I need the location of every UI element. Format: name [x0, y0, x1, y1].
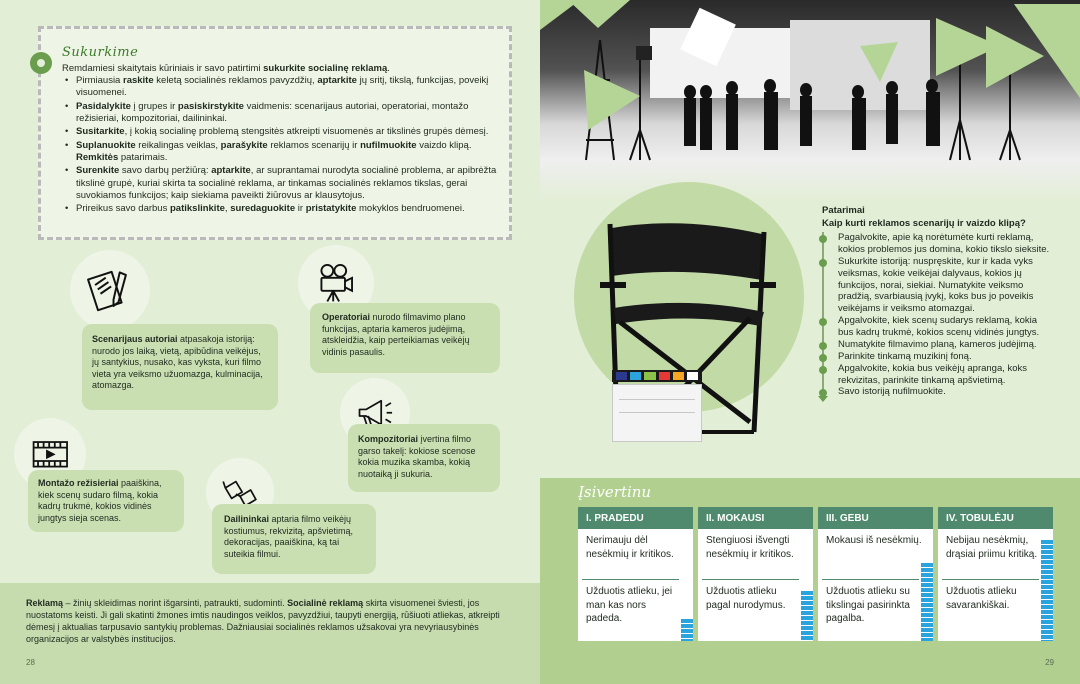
role-title: Kompozitoriai	[358, 434, 418, 444]
level-attitude: Mokausi iš nesėkmių.	[826, 535, 922, 546]
role-title: Operatoriai	[322, 312, 371, 322]
clapper-stripe	[644, 372, 655, 380]
clapperboard-stripes	[612, 370, 702, 382]
tips-heading	[822, 205, 1026, 231]
create-step: • Prireikus savo darbus patikslinkite, suredaguokite ir pristatykite mokyklos bendruomenei.	[62, 203, 502, 215]
tips-label: Patarimai	[822, 205, 865, 216]
create-steps-list	[62, 75, 502, 217]
level-attitude: Stengiuosi išvengti nesėkmių ir kritikos.	[706, 535, 794, 560]
tip-item: Parinkite tinkamą muzikinį foną.	[824, 351, 1050, 363]
self-assessment-title: Įsivertinu	[578, 483, 652, 501]
right-page	[540, 0, 1080, 684]
definition-text: Reklamą – žinių skleidimas norint išgarsinti, patraukti, sudominti. Socialinė reklamą skirta visuomenei šviesti, jos nuostatoms keisti. Ji gali skatinti žmones imtis naudingos veiklos, pavyzdžiui, taupyti energiją, rūšiuoti atliekas, atkreipti dėmesį į aktualias tarpusavio santykių problemas. Dažniausiai socialinės reklamos užsakovai yra nevyriausybinės organizacijos ar valstybės institucijos.	[26, 598, 500, 645]
tip-item: Apgalvokite, kiek scenų sudarys reklamą, kokia bus kadrų trukmė, kokios scenų vidinės jungtys.	[824, 315, 1050, 339]
level-progress-bar	[921, 563, 933, 641]
create-step: • Surenkite savo darbų peržiūrą: aptarkite, ar suprantamai nurodyta socialinė problema, ar apibrėžta tikslinė grupė, kuriai skirta ta socialinė reklama, ar tinkamas socialinės reklamos tikslas, gerai suvokiamos funkcijos; kaip siekiama paveikti žiūrovus ar klausytojus.	[62, 165, 502, 202]
tips-question: Kaip kurti reklamos scenarijų ir vaizdo klipą?	[822, 217, 1026, 229]
level-card-capable	[818, 507, 933, 641]
level-progress-bar	[801, 591, 813, 641]
level-body	[818, 529, 933, 641]
level-task: Užduotis atlieku pagal nurodymus.	[706, 586, 786, 611]
clapper-stripe	[630, 372, 641, 380]
clapper-stripe	[659, 372, 670, 380]
tips-list	[822, 232, 1050, 398]
script-icon	[70, 250, 150, 330]
level-divider	[582, 579, 679, 580]
film-set-photo	[540, 0, 1080, 200]
role-description: paaiškina, kiek scenų sudaro filmą, kokia kadrų trukmė, kokios vidinės jungtys sieja scenas.	[38, 478, 162, 523]
level-body	[698, 529, 813, 641]
create-step: • Pasidalykite į grupes ir pasiskirstykite vaidmenis: scenarijaus autoriai, operatoriai, montažo režisieriai, kompozitoriai, dailininkai.	[62, 101, 502, 126]
level-attitude: Nerimauju dėl nesėkmių ir kritikos.	[586, 535, 674, 560]
clapper-stripe	[687, 372, 698, 380]
level-attitude: Nebijau nesėkmių, drąsiai priimu kritiką.	[946, 535, 1038, 560]
tip-item: Savo istoriją nufilmuokite.	[824, 386, 1050, 398]
level-heading: IV. TOBULĖJU	[938, 507, 1053, 529]
create-step: • Pirmiausia raskite keletą socialinės reklamos pavyzdžių, aptarkite jų sritį, tikslą, funkcijas, poveikį visuomenei.	[62, 75, 502, 100]
role-description: aptaria filmo veikėjų kostiumus, rekvizitą, apšvietimą, dekoracijas, paaiškina, ką tai suteikia filmui.	[224, 514, 354, 559]
tip-item: Apgalvokite, kokia bus veikėjų apranga, koks rekvizitas, parinkite tinkamą apšvietimą.	[824, 363, 1050, 387]
tip-item: Pagalvokite, apie ką norėtumėte kurti reklamą, kokios problemos jus domina, kokio tikslo sieksite.	[824, 232, 1050, 256]
role-title: Montažo režisieriai	[38, 478, 119, 488]
level-divider	[822, 579, 919, 580]
role-card-editors	[28, 470, 184, 532]
level-body	[578, 529, 693, 641]
role-card-operators	[310, 303, 500, 373]
page-number-left: 28	[26, 657, 35, 667]
role-description: nurodo filmavimo plano funkcijas, aptaria kameros judėjimą, atskleidžia, kaip perteikiamas veikėjų vidinis pasaulis.	[322, 312, 470, 357]
role-card-artists	[212, 504, 376, 574]
create-intro: Remdamiesi skaitytais kūriniais ir savo patirtimi sukurkite socialinę reklamą.	[62, 63, 390, 74]
clapperboard-icon	[612, 370, 702, 444]
level-progress-bar	[681, 619, 693, 641]
role-title: Dailininkai	[224, 514, 270, 524]
level-body	[938, 529, 1053, 641]
create-step: • Susitarkite, į kokią socialinę problemą stengsitės atkreipti visuomenės ar tikslinės grupės dėmesį.	[62, 126, 502, 138]
clapper-stripe	[673, 372, 684, 380]
level-task: Užduotis atlieku, jei man kas nors padeda.	[586, 586, 673, 624]
page-number-right: 29	[1045, 657, 1054, 667]
level-task: Užduotis atlieku savarankiškai.	[946, 586, 1017, 611]
clapper-stripe	[616, 372, 627, 380]
level-task: Užduotis atlieku su tikslingai pasirinkta pagalba.	[826, 586, 910, 624]
role-card-scenarists	[82, 324, 278, 410]
level-card-learning	[698, 507, 813, 641]
role-card-composers	[348, 424, 500, 492]
create-title: Sukurkime	[62, 45, 139, 60]
level-heading: I. PRADEDU	[578, 507, 693, 529]
definition-box	[0, 583, 540, 684]
tip-item: Numatykite filmavimo planą, kameros judėjimą.	[824, 339, 1050, 351]
create-step: • Suplanuokite reikalingas veiklas, parašykite reklamos scenarijų ir nufilmuokite vaizdo klipą. Remkitės patarimais.	[62, 140, 502, 165]
role-description: įvertina filmo garso takelį: kokiose scenose kokia muzika skamba, kokią nuotaiką ji sukuria.	[358, 434, 476, 479]
role-description: atpasakoja istoriją: nurodo jos laiką, vietą, apibūdina veikėjus, jų santykius, nusako, kas vyksta, kuri filmo vieta yra veiksmo užuomazga, kulminacija, atomazga.	[92, 334, 263, 391]
activity-badge-icon	[30, 52, 52, 74]
level-progress-bar	[1041, 540, 1053, 641]
level-heading: II. MOKAUSI	[698, 507, 813, 529]
film-set-illustration	[540, 0, 1080, 200]
level-heading: III. GEBU	[818, 507, 933, 529]
level-divider	[702, 579, 799, 580]
level-divider	[942, 579, 1039, 580]
clapperboard-body	[612, 384, 702, 442]
role-title: Scenarijaus autoriai	[92, 334, 178, 344]
level-card-beginning	[578, 507, 693, 641]
level-card-improving	[938, 507, 1053, 641]
tip-item: Sukurkite istoriją: nuspręskite, kur ir kada vyks veiksmas, kokie veikėjai dalyvaus, kokios jų funkcijos, norai, siekiai. Numatykite veiksmo pradžią, svarbiausią įvykį, koks bus jo poveikis veikėjams ir veiksmo atomazgai.	[824, 256, 1050, 315]
